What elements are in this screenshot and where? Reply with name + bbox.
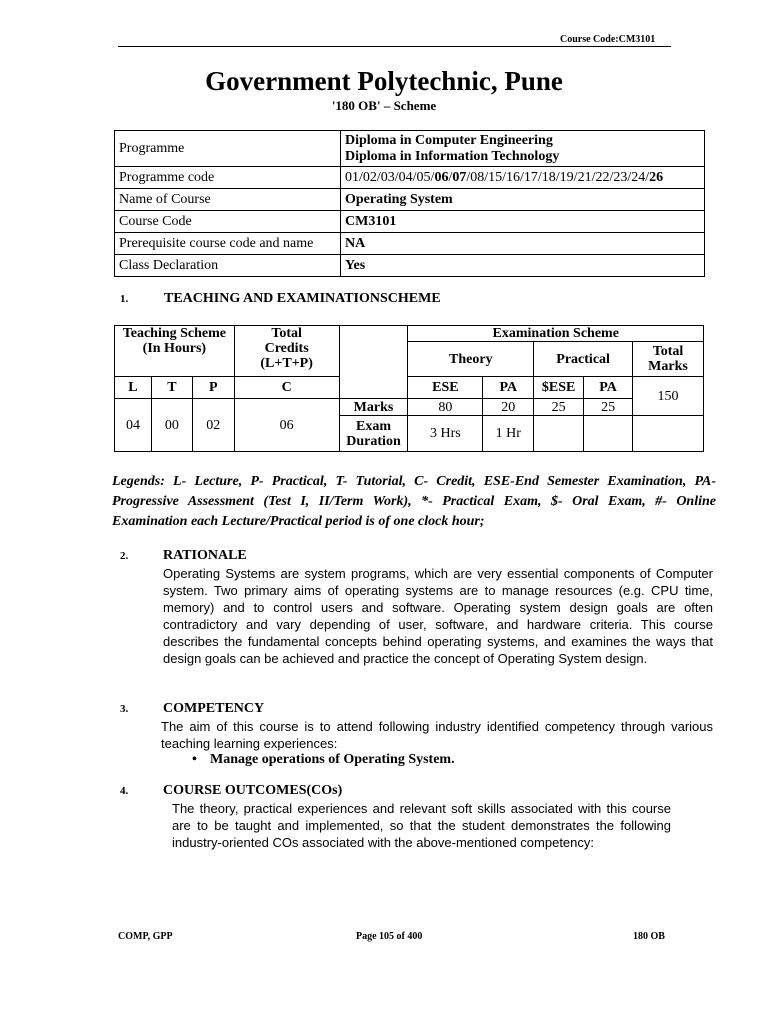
section-3-heading: [120, 701, 264, 717]
programme-code-part: 06: [434, 169, 449, 185]
programme-code-part: 26: [649, 169, 664, 185]
section-number: 1.: [120, 293, 129, 305]
teaching-scheme-header: [115, 326, 235, 377]
l-value: 04: [115, 399, 152, 452]
col-c: C: [234, 377, 339, 399]
total-marks-value: 150: [633, 377, 704, 416]
table-row: [115, 211, 705, 233]
table-row: [115, 326, 704, 342]
section-title: TEACHING AND EXAMINATIONSCHEME: [164, 291, 441, 306]
bullet-dot: •: [192, 752, 197, 767]
section-number: 4.: [120, 785, 129, 797]
course-name-value: Operating System: [341, 189, 705, 211]
programme-code-part: 07: [452, 169, 467, 185]
section-number: 3.: [120, 703, 129, 715]
empty-cell: [339, 326, 408, 377]
exam-scheme-header: Examination Scheme: [408, 326, 704, 342]
table-row: [115, 189, 705, 211]
section-4-heading: [120, 783, 342, 799]
in-hours-label: (In Hours): [142, 341, 207, 356]
prerequisite-value: NA: [341, 233, 705, 255]
empty-cell: [633, 416, 704, 452]
col-ese: ESE: [408, 377, 483, 399]
total-marks-line: Marks: [648, 359, 688, 374]
col-pa: PA: [483, 377, 534, 399]
prerequisite-label: Prerequisite course code and name: [115, 233, 341, 255]
footer-page-number: Page 105 of 400: [356, 931, 423, 942]
course-outcomes-body: The theory, practical experiences and relevant soft skills associated with this course are to be taught and implemented, so that the student demonstrates the following industry-oriented COs associated with the above-mentioned competency:: [172, 801, 671, 850]
p-value: 02: [192, 399, 234, 452]
competency-body: The aim of this course is to attend following industry identified competency through various teaching learning experiences:: [161, 719, 713, 751]
duration-pa: 1 Hr: [483, 416, 534, 452]
footer-left: COMP, GPP: [118, 931, 173, 942]
c-value: 06: [234, 399, 339, 452]
competency-bullet-text: Manage operations of Operating System.: [210, 752, 455, 767]
table-row: [115, 255, 705, 277]
header-rule: [118, 46, 671, 47]
total-marks-header: [633, 342, 704, 377]
table-row: [115, 167, 705, 189]
duration-label: Duration: [346, 433, 401, 449]
teaching-exam-scheme-table: [114, 325, 704, 452]
exam-duration-label: [339, 416, 408, 452]
programme-code-value: [341, 167, 705, 189]
total-credits-header: [234, 326, 339, 377]
section-number: 2.: [120, 550, 129, 562]
col-sese: $ESE: [534, 377, 584, 399]
duration-ese: 3 Hrs: [408, 416, 483, 452]
section-title: RATIONALE: [163, 548, 247, 563]
course-name-label: Name of Course: [115, 189, 341, 211]
practical-header: Practical: [534, 342, 633, 377]
course-code-header: Course Code:CM3101: [560, 34, 656, 45]
class-declaration-value: Yes: [341, 255, 705, 277]
programme-value-2: Diploma in Information Technology: [345, 148, 560, 164]
section-title: COURSE OUTCOMES(COs): [163, 783, 343, 798]
course-code-value: CM3101: [341, 211, 705, 233]
programme-code-part: /: [448, 169, 453, 185]
marks-ese: 80: [408, 399, 483, 416]
scheme-subtitle: '180 OB' – Scheme: [331, 98, 437, 113]
programme-code-label: Programme code: [115, 167, 341, 189]
marks-pa2: 25: [584, 399, 633, 416]
total-credits-line: Credits: [264, 341, 309, 356]
teaching-scheme-label: Teaching Scheme: [122, 326, 227, 341]
total-marks-line: Total: [652, 344, 684, 359]
total-credits-line: (L+T+P): [260, 356, 313, 371]
col-p: P: [192, 377, 234, 399]
programme-value: [341, 131, 705, 167]
col-l: L: [115, 377, 152, 399]
marks-sese: 25: [534, 399, 584, 416]
table-row: [115, 131, 705, 167]
marks-label: Marks: [339, 399, 408, 416]
course-info-table: [114, 130, 705, 277]
marks-pa: 20: [483, 399, 534, 416]
section-2-heading: [120, 548, 247, 564]
empty-cell: [534, 416, 584, 452]
section-title: COMPETENCY: [163, 701, 265, 716]
footer-right: 180 OB: [633, 931, 665, 942]
total-credits-line: Total: [271, 326, 302, 341]
section-1-heading: [120, 291, 441, 307]
exam-label: Exam: [356, 418, 392, 434]
t-value: 00: [151, 399, 192, 452]
table-row: [115, 399, 704, 416]
programme-code-part: /08/15/16/17/18/19/21/22/23/24/: [466, 169, 650, 185]
empty-cell: [584, 416, 633, 452]
programme-code-part: 01/02/03/04/05/: [345, 169, 435, 185]
legend-text: Legends: L- Lecture, P- Practical, T- Tutorial, C- Credit, ESE-End Semester Examination, PA- Progressive Assessment (Test I, II/Term Work), *- Practical Exam, $- Oral Exam, #- Online Examination each Lecture/Practical period is of one clock hour;: [112, 474, 716, 529]
programme-value-1: Diploma in Computer Engineering: [345, 132, 553, 148]
page-title: Government Polytechnic, Pune: [205, 66, 563, 96]
competency-bullet: [192, 752, 455, 768]
rationale-body: Operating Systems are system programs, which are very essential components of Computer system. Two primary aims of operating systems are to manage resources (e.g. CPU time, memory) and to control users and software. Operating system design goals are often contradictory and vary depending of user, software, and hardware criteria. This course describes the fundamental concepts behind operating systems, and examines the ways that design goals can be achieved and practice the concept of Operating System design.: [163, 566, 713, 666]
table-row: [115, 377, 704, 399]
col-pa2: PA: [584, 377, 633, 399]
theory-header: Theory: [408, 342, 534, 377]
course-code-label: Course Code: [115, 211, 341, 233]
empty-cell: [339, 377, 408, 399]
table-row: [115, 233, 705, 255]
programme-label: Programme: [115, 131, 341, 167]
col-t: T: [151, 377, 192, 399]
class-declaration-label: Class Declaration: [115, 255, 341, 277]
